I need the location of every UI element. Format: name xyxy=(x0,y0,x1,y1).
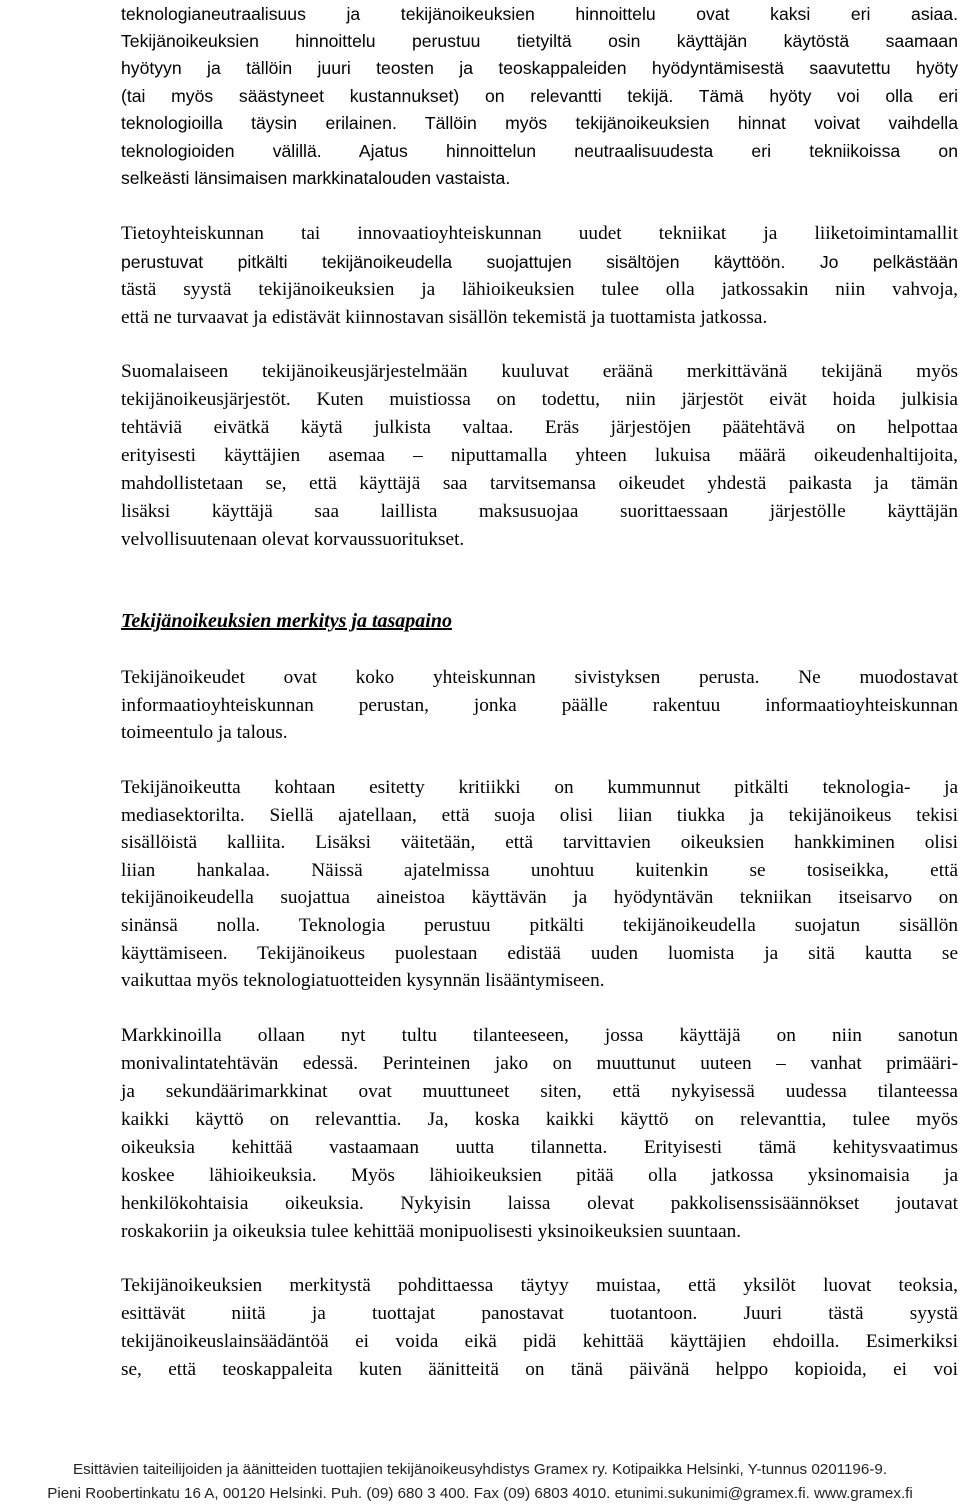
text-line: hyötyyn ja tällöin juuri teosten ja teoskappaleiden hyödyntämisestä saavutettu hyöty xyxy=(121,58,958,78)
text-line: vaikuttaa myös teknologiatuotteiden kysynnän lisääntymiseen. xyxy=(121,970,605,991)
text-line: velvollisuutenaan olevat korvaussuoritukset. xyxy=(121,529,465,550)
text-line: ja sekundäärimarkkinat ovat muuttuneet siten, että nykyisessä uudessa tilanteessa xyxy=(121,1081,958,1102)
text-line: se, että teoskappaleita kuten äänitteitä on tänä päivänä helppo kopioida, ei voi xyxy=(121,1359,958,1380)
text-line: erityisesti käyttäjien asemaa – niputtamalla yhteen lukuisa määrä oikeudenhaltijoita, xyxy=(121,445,958,466)
text-line: Tekijänoikeuksien merkitystä pohdittaessa täytyy muistaa, että yksilöt luovat teoksia, xyxy=(121,1275,958,1296)
text-line: tekijänoikeudella suojattua aineistoa käyttävän ja hyödyntävän tekniikan itseisarvo on xyxy=(121,887,958,908)
text-line: teknologioiden välillä. Ajatus hinnoittelun neutraalisuudesta eri tekniikoissa on xyxy=(121,141,958,161)
text-line: toimeentulo ja talous. xyxy=(121,722,288,743)
text-line: (tai myös säästyneet kustannukset) on relevantti tekijä. Tämä hyöty voi olla eri xyxy=(121,86,958,106)
text-line: tehtäviä eivätkä käytä julkista valtaa. Eräs järjestöjen päätehtävä on helpottaa xyxy=(121,417,958,438)
text-line: Tekijänoikeuksien hinnoittelu perustuu tietyiltä osin käyttäjän käytöstä saamaan xyxy=(121,31,958,51)
text-line: Markkinoilla ollaan nyt tultu tilanteeseen, jossa käyttäjä on niin sanotun xyxy=(121,1025,958,1046)
text-line: sisällöistä kalliita. Lisäksi väitetään, että tarvittavien oikeuksien hankkiminen olisi xyxy=(121,832,958,853)
text-line: tekijänoikeuslainsäädäntöä ei voida eikä pidä kehittää käyttäjien ehdoilla. Esimerkiksi xyxy=(121,1331,958,1352)
text-line: Tekijänoikeutta kohtaan esitetty kritiikki on kummunnut pitkälti teknologia- ja xyxy=(121,777,958,798)
text-line: koskee lähioikeuksia. Myös lähioikeuksien pitää olla jatkossa yksinomaisia ja xyxy=(121,1165,958,1186)
text-line: esittävät niitä ja tuottajat panostavat tuotantoon. Juuri tästä syystä xyxy=(121,1303,958,1324)
text-line: lisäksi käyttäjä saa laillista maksusuojaa suorittaessaan järjestölle käyttäjän xyxy=(121,501,958,522)
footer-line-2: Pieni Roobertinkatu 16 A, 00120 Helsinki. Puh. (09) 680 3 400. Fax (09) 6803 4010. etunimi.sukunimi@gramex.fi. www.gramex.fi xyxy=(47,1485,913,1502)
text-line: selkeästi länsimaisen markkinatalouden vastaista. xyxy=(121,168,511,188)
text-line: liian hankalaa. Näissä ajatelmissa unohtuu kuitenkin se tosiseikka, että xyxy=(121,860,958,881)
text-line: käyttämiseen. Tekijänoikeus puolestaan edistää uuden luomista ja sitä kautta se xyxy=(121,943,958,964)
text-line: mediasektorilta. Siellä ajatellaan, että suoja olisi liian tiukka ja tekijänoikeus tekisi xyxy=(121,805,958,826)
section-heading: Tekijänoikeuksien merkitys ja tasapaino xyxy=(121,610,452,632)
text-line: roskakoriin ja oikeuksia tulee kehittää monipuolisesti yksinoikeuksien suuntaan. xyxy=(121,1221,742,1242)
text-line: kaikki käyttö on relevanttia. Ja, koska kaikki käyttö on relevanttia, tulee myös xyxy=(121,1109,958,1130)
text-line: Tietoyhteiskunnan tai innovaatioyhteiskunnan uudet tekniikat ja liiketoimintamallit xyxy=(121,223,958,244)
text-line: teknologioilla täysin erilainen. Tällöin myös tekijänoikeuksien hinnat voivat vaihdella xyxy=(121,113,958,133)
footer-line-1: Esittävien taiteilijoiden ja äänitteiden tuottajien tekijänoikeusyhdistys Gramex ry. Kotipaikka Helsinki, Y-tunnus 0201196-9. xyxy=(72,1461,888,1478)
text-line: mahdollistetaan se, että käyttäjä saa tarvitsemansa oikeudet yhdestä paikasta ja tämän xyxy=(121,473,958,494)
text-line: tästä syystä tekijänoikeuksien ja lähioikeuksien tulee olla jatkossakin niin vahvoja, xyxy=(121,279,958,300)
text-line: Tekijänoikeudet ovat koko yhteiskunnan sivistyksen perusta. Ne muodostavat xyxy=(121,667,958,688)
text-line: teknologianeutraalisuus ja tekijänoikeuksien hinnoittelu ovat kaksi eri asiaa. xyxy=(121,4,958,24)
text-line: monivalintatehtävän edessä. Perinteinen jako on muuttunut uuteen – vanhat primääri- xyxy=(121,1053,958,1074)
text-line: oikeuksia kehittää vastaamaan uutta tilannetta. Erityisesti tämä kehitysvaatimus xyxy=(121,1137,958,1158)
text-line: tekijänoikeusjärjestöt. Kuten muistiossa on todettu, niin järjestöt eivät hoida julkisia xyxy=(121,389,958,410)
text-line: henkilökohtaisia oikeuksia. Nykyisin laissa olevat pakkolisenssisäännökset joutavat xyxy=(121,1193,958,1214)
text-line: Suomalaiseen tekijänoikeusjärjestelmään kuuluvat eräänä merkittävänä tekijänä myös xyxy=(121,361,958,382)
text-line: informaatioyhteiskunnan perustan, jonka päälle rakentuu informaatioyhteiskunnan xyxy=(121,695,958,716)
text-line: perustuvat pitkälti tekijänoikeudella suojattujen sisältöjen käyttöön. Jo pelkästään xyxy=(121,252,958,272)
text-line: että ne turvaavat ja edistävät kiinnostavan sisällön tekemistä ja tuottamista jatkossa. xyxy=(121,307,768,328)
text-line: sinänsä nolla. Teknologia perustuu pitkälti tekijänoikeudella suojatun sisällön xyxy=(121,915,958,936)
